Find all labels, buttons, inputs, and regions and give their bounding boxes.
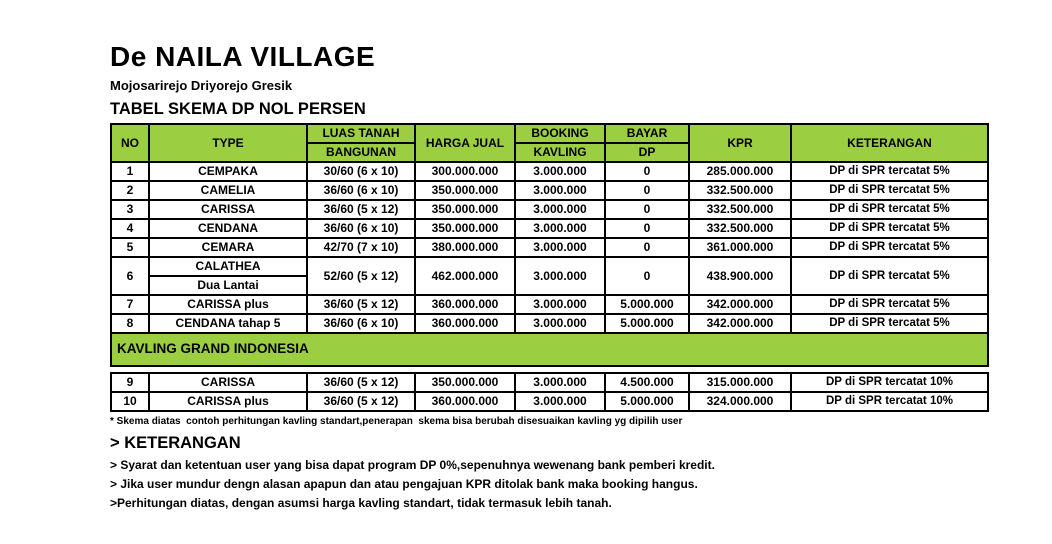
cell-harga: 462.000.000 — [415, 257, 515, 295]
table-header-row — [111, 124, 988, 143]
cell-kpr: 342.000.000 — [689, 295, 791, 314]
cell-luas: 36/60 (5 x 12) — [307, 373, 415, 392]
note-line: > Syarat dan ketentuan user yang bisa dapat program DP 0%,sepenuhnya wewenang bank pemberi kredit. — [110, 457, 715, 472]
cell-type: CEMARA — [149, 238, 307, 257]
cell-harga: 360.000.000 — [415, 392, 515, 411]
cell-luas: 52/60 (5 x 12) — [307, 257, 415, 295]
cell-keterangan: DP di SPR tercatat 5% — [791, 219, 988, 238]
cell-harga: 380.000.000 — [415, 238, 515, 257]
cell-kpr: 438.900.000 — [689, 257, 791, 295]
cell-bayar: 0 — [605, 181, 689, 200]
cell-type: CENDANA tahap 5 — [149, 314, 307, 333]
col-header-bayar: BAYAR — [605, 124, 689, 143]
cell-keterangan: DP di SPR tercatat 5% — [791, 314, 988, 333]
cell-keterangan: DP di SPR tercatat 5% — [791, 257, 988, 295]
cell-booking: 3.000.000 — [515, 162, 605, 181]
cell-booking: 3.000.000 — [515, 200, 605, 219]
table-row — [111, 181, 988, 200]
col-header-booking: BOOKING — [515, 124, 605, 143]
cell-harga: 350.000.000 — [415, 373, 515, 392]
table-title: TABEL SKEMA DP NOL PERSEN — [110, 99, 366, 118]
cell-type: CAMELIA — [149, 181, 307, 200]
cell-type: CARISSA plus — [149, 295, 307, 314]
cell-bayar: 5.000.000 — [605, 392, 689, 411]
cell-bayar: 4.500.000 — [605, 373, 689, 392]
cell-harga: 350.000.000 — [415, 200, 515, 219]
cell-type: CARISSA — [149, 373, 307, 392]
cell-kpr: 315.000.000 — [689, 373, 791, 392]
cell-bayar: 0 — [605, 162, 689, 181]
cell-booking: 3.000.000 — [515, 373, 605, 392]
footnote: * Skema diatas contoh perhitungan kavling standart,penerapan skema bisa berubah disesuaikan kavling yg dipilih user — [110, 415, 683, 427]
table-row — [111, 238, 988, 257]
cell-kpr: 342.000.000 — [689, 314, 791, 333]
cell-keterangan: DP di SPR tercatat 5% — [791, 181, 988, 200]
cell-booking: 3.000.000 — [515, 314, 605, 333]
note-line: > Jika user mundur dengn alasan apapun dan atau pengajuan KPR ditolak bank maka booking hangus. — [110, 476, 698, 491]
flyer-content — [110, 42, 990, 510]
cell-kpr: 285.000.000 — [689, 162, 791, 181]
cell-keterangan: DP di SPR tercatat 5% — [791, 238, 988, 257]
cell-bayar: 0 — [605, 219, 689, 238]
table-row — [111, 295, 988, 314]
cell-no: 4 — [111, 219, 149, 238]
pricing-table — [110, 123, 989, 412]
table-row — [111, 200, 988, 219]
section-gap-row — [111, 366, 988, 373]
cell-harga: 350.000.000 — [415, 181, 515, 200]
cell-luas: 36/60 (5 x 12) — [307, 295, 415, 314]
cell-no: 1 — [111, 162, 149, 181]
section-band: KAVLING GRAND INDONESIA — [111, 333, 988, 366]
cell-booking: 3.000.000 — [515, 238, 605, 257]
keterangan-heading: > KETERANGAN — [110, 433, 241, 452]
cell-no: 7 — [111, 295, 149, 314]
table-row — [111, 257, 988, 276]
cell-keterangan: DP di SPR tercatat 5% — [791, 200, 988, 219]
col-header-keterangan: KETERANGAN — [791, 124, 988, 162]
cell-bayar: 0 — [605, 238, 689, 257]
table-row — [111, 314, 988, 333]
cell-type: CENDANA — [149, 219, 307, 238]
section-gap — [111, 366, 988, 373]
col-header-kpr: KPR — [689, 124, 791, 162]
table-row — [111, 373, 988, 392]
cell-kpr: 332.500.000 — [689, 181, 791, 200]
page-subtitle: Mojosarirejo Driyorejo Gresik — [110, 77, 293, 93]
cell-type: CEMPAKA — [149, 162, 307, 181]
note-line: >Perhitungan diatas, dengan asumsi harga kavling standart, tidak termasuk lebih tanah. — [110, 495, 612, 510]
cell-harga: 300.000.000 — [415, 162, 515, 181]
cell-luas: 36/60 (5 x 12) — [307, 392, 415, 411]
cell-kpr: 332.500.000 — [689, 200, 791, 219]
cell-booking: 3.000.000 — [515, 181, 605, 200]
page-title: De NAILA VILLAGE — [110, 41, 376, 72]
cell-luas: 42/70 (7 x 10) — [307, 238, 415, 257]
cell-type-line1: CALATHEA — [149, 257, 307, 276]
cell-luas: 36/60 (6 x 10) — [307, 314, 415, 333]
col-header-dp: DP — [605, 143, 689, 162]
cell-keterangan: DP di SPR tercatat 5% — [791, 295, 988, 314]
col-header-harga-jual: HARGA JUAL — [415, 124, 515, 162]
notes-block — [110, 458, 990, 510]
cell-kpr: 324.000.000 — [689, 392, 791, 411]
cell-no: 5 — [111, 238, 149, 257]
col-header-luas-tanah: LUAS TANAH — [307, 124, 415, 143]
cell-type-line2: Dua Lantai — [149, 276, 307, 295]
cell-no: 9 — [111, 373, 149, 392]
cell-no: 2 — [111, 181, 149, 200]
col-header-no: NO — [111, 124, 149, 162]
cell-no: 10 — [111, 392, 149, 411]
col-header-bangunan: BANGUNAN — [307, 143, 415, 162]
cell-bayar: 0 — [605, 257, 689, 295]
cell-booking: 3.000.000 — [515, 295, 605, 314]
cell-no: 8 — [111, 314, 149, 333]
section-band-row — [111, 333, 988, 366]
cell-keterangan: DP di SPR tercatat 10% — [791, 373, 988, 392]
table-row — [111, 392, 988, 411]
cell-luas: 36/60 (5 x 12) — [307, 200, 415, 219]
cell-kpr: 361.000.000 — [689, 238, 791, 257]
cell-harga: 350.000.000 — [415, 219, 515, 238]
cell-no: 6 — [111, 257, 149, 295]
cell-bayar: 5.000.000 — [605, 295, 689, 314]
cell-luas: 30/60 (6 x 10) — [307, 162, 415, 181]
cell-harga: 360.000.000 — [415, 295, 515, 314]
cell-bayar: 5.000.000 — [605, 314, 689, 333]
cell-luas: 36/60 (6 x 10) — [307, 181, 415, 200]
cell-booking: 3.000.000 — [515, 392, 605, 411]
cell-type: CARISSA plus — [149, 392, 307, 411]
cell-keterangan: DP di SPR tercatat 10% — [791, 392, 988, 411]
cell-booking: 3.000.000 — [515, 219, 605, 238]
cell-harga: 360.000.000 — [415, 314, 515, 333]
cell-no: 3 — [111, 200, 149, 219]
cell-keterangan: DP di SPR tercatat 5% — [791, 162, 988, 181]
col-header-type: TYPE — [149, 124, 307, 162]
cell-luas: 36/60 (6 x 10) — [307, 219, 415, 238]
table-row — [111, 162, 988, 181]
cell-bayar: 0 — [605, 200, 689, 219]
table-row — [111, 219, 988, 238]
col-header-kavling: KAVLING — [515, 143, 605, 162]
cell-kpr: 332.500.000 — [689, 219, 791, 238]
cell-booking: 3.000.000 — [515, 257, 605, 295]
cell-type: CARISSA — [149, 200, 307, 219]
